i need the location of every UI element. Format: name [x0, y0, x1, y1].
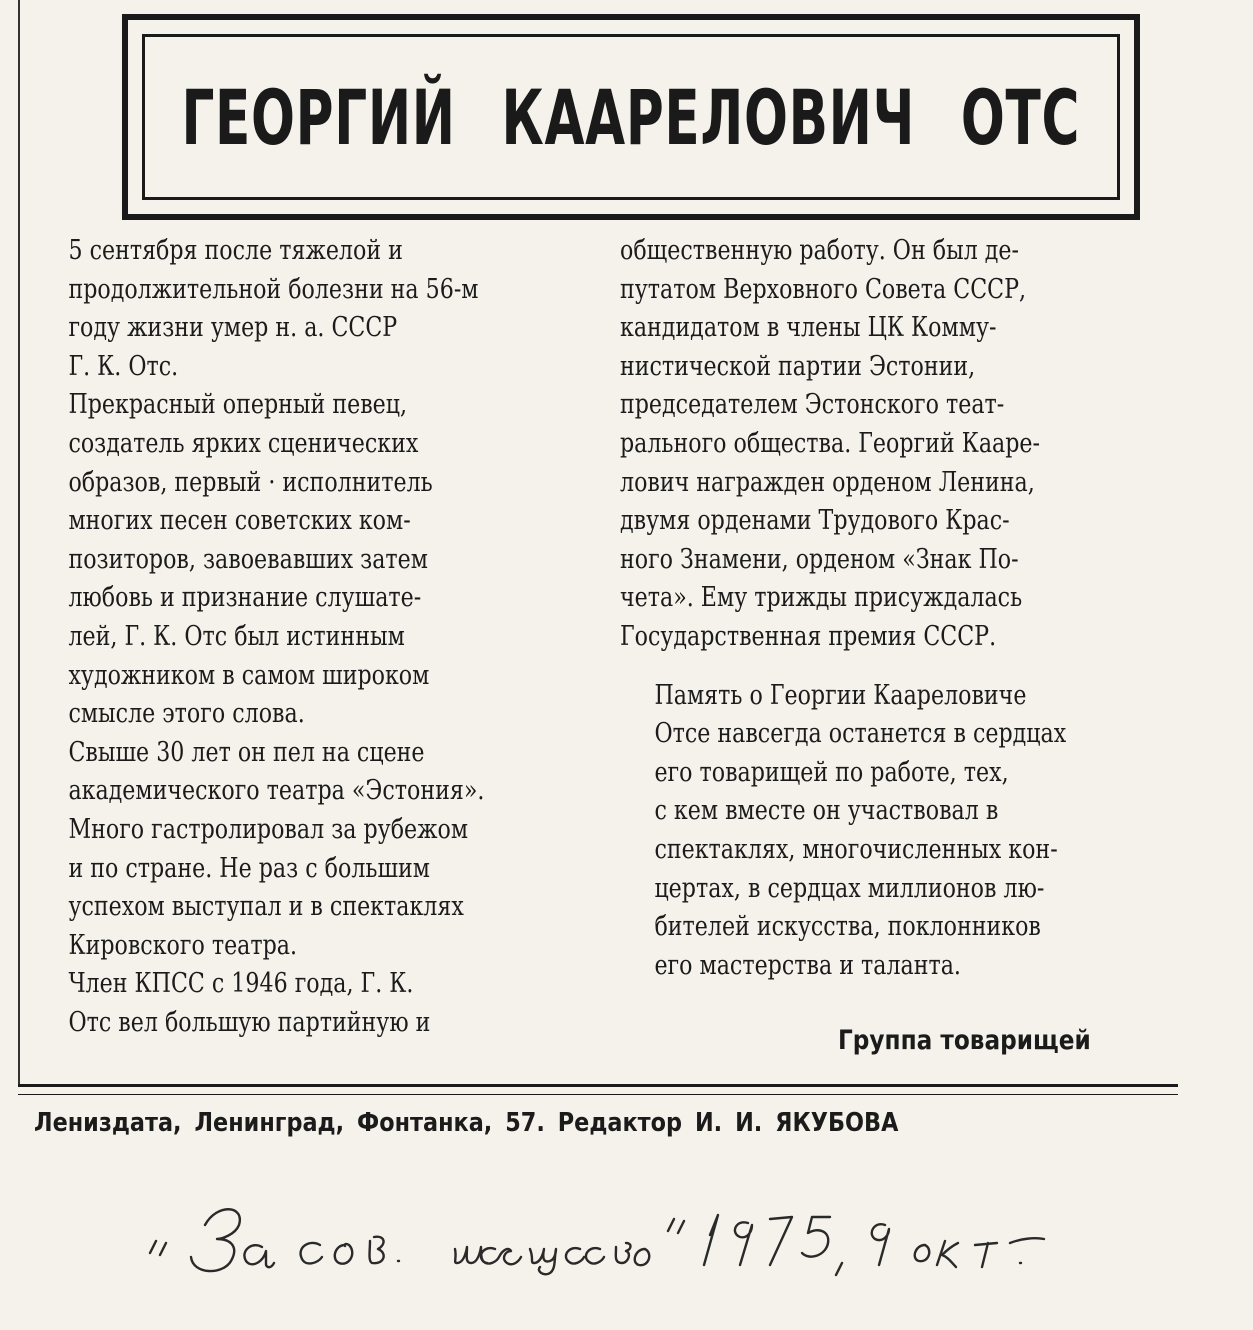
left-text-line: году жизни умер н. а. СССР	[68, 312, 398, 344]
left-paragraph	[34, 386, 590, 733]
signature-line: Группа товарищей	[838, 1025, 1091, 1056]
left-text-line: создатель ярких сценических	[68, 427, 419, 459]
left-text-line: образов, первый · исполнитель	[68, 466, 433, 498]
left-text-line: художником в самом широком	[68, 659, 430, 691]
right-text-line: Отсе навсегда останется в сердцах	[654, 718, 1067, 750]
handwritten-source-note	[0, 1165, 1253, 1295]
publisher-imprint: Лениздата, Ленинград, Фонтанка, 57. Редактор И. И. ЯКУБОВА	[34, 1108, 899, 1138]
left-text-line: Прекрасный оперный певец,	[68, 389, 408, 421]
left-text-line: смысле этого слова.	[68, 698, 305, 730]
right-text-line: его товарищей по работе, тех,	[654, 756, 1009, 788]
left-paragraph	[34, 734, 590, 966]
right-text-column	[620, 232, 1176, 985]
right-text-line: общественную работу. Он был де-	[620, 235, 1020, 266]
left-text-column	[34, 232, 590, 1042]
obituary-title: ГЕОРГИЙ КААРЕЛОВИЧ ОТС	[181, 72, 1081, 162]
right-text-line: чета». Ему трижды присуждалась	[620, 582, 1023, 614]
right-text-line: двумя орденами Трудового Крас-	[620, 505, 1010, 537]
left-text-line: Г. К. Отс.	[68, 350, 179, 382]
right-paragraph	[620, 677, 1176, 986]
left-paragraph	[34, 965, 590, 1042]
left-text-line: и по стране. Не раз с большим	[68, 852, 431, 884]
left-text-line: лей, Г. К. Отс был истинным	[68, 620, 405, 652]
left-text-line: продолжительной болезни на 56-м	[68, 273, 479, 305]
left-text-line: академического театра «Эстония».	[68, 775, 485, 807]
right-text-line: председателем Эстонского теат-	[620, 389, 1005, 421]
right-text-line: с кем вместе он участвовал в	[654, 795, 999, 827]
right-text-line: путатом Верховного Совета СССР,	[620, 273, 1027, 305]
left-text-line: успехом выступал и в спектаклях	[68, 891, 464, 923]
right-text-line: бителей искусства, поклонников	[654, 911, 1041, 943]
left-text-line: Свыше 30 лет он пел на сцене	[68, 736, 425, 768]
left-text-line: Член КПСС с 1946 года, Г. К.	[68, 968, 414, 1000]
left-text-line: Много гастролировал за рубежом	[68, 813, 469, 845]
right-text-line: Государственная премия СССР.	[620, 620, 997, 652]
obituary-title-frame	[122, 14, 1140, 220]
footer-divider-thin	[18, 1094, 1178, 1095]
left-text-line: любовь и признание слушате-	[68, 582, 422, 614]
right-paragraph	[620, 232, 1176, 657]
left-text-line: позиторов, завоевавших затем	[68, 543, 428, 575]
right-text-line: спектаклях, многочисленных кон-	[654, 833, 1058, 865]
right-text-line: Память о Георгии Каареловиче	[654, 679, 1027, 711]
left-text-line: Кировского театра.	[68, 929, 298, 961]
right-text-line: нистической партии Эстонии,	[620, 350, 976, 382]
left-text-line: многих песен советских ком-	[68, 505, 411, 537]
right-text-line: рального общества. Георгий Кааре-	[620, 427, 1040, 459]
right-text-line: ного Знамени, орденом «Знак По-	[620, 543, 1019, 575]
right-text-line: цертах, в сердцах миллионов лю-	[654, 872, 1045, 904]
right-text-line: лович награжден орденом Ленина,	[620, 466, 1035, 498]
left-paragraph	[34, 232, 590, 386]
right-text-line: кандидатом в члены ЦК Комму-	[620, 312, 997, 344]
right-text-line: его мастерства и таланта.	[654, 949, 961, 981]
footer-divider	[18, 1084, 1178, 1087]
left-border-rule	[18, 0, 20, 1085]
left-text-line: 5 сентября после тяжелой и	[68, 235, 403, 266]
left-text-line: Отс вел большую партийную и	[68, 1006, 431, 1038]
obituary-title-inner-frame	[142, 34, 1120, 200]
